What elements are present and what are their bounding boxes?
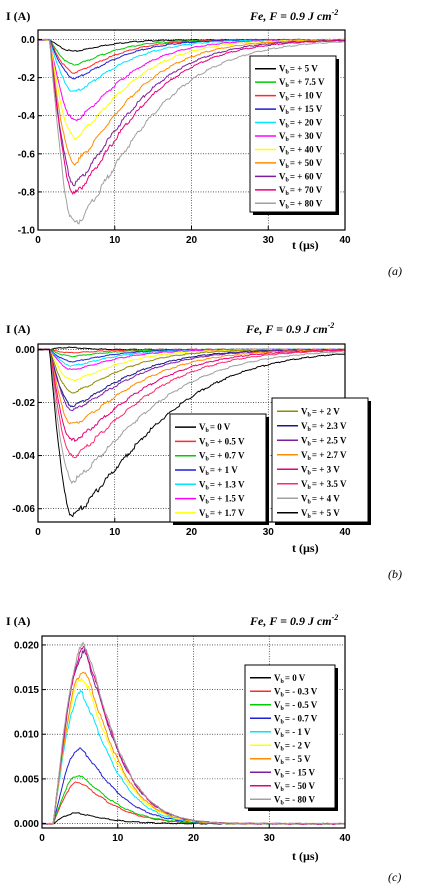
legend-entry-subscript: b — [285, 123, 289, 130]
x-tick-label: 30 — [263, 833, 275, 844]
chart-title-exponent: -2 — [331, 8, 339, 17]
legend-entry-subscript: b — [285, 110, 289, 117]
legend-entry-value: = 0 V — [284, 672, 306, 683]
x-axis-label: t (µs) — [292, 238, 319, 252]
legend-entry-subscript: b — [285, 163, 289, 170]
legend-entry-subscript: b — [307, 412, 311, 419]
y-tick-label: -0.4 — [17, 111, 35, 123]
legend-entry-value: = + 70 V — [289, 184, 323, 195]
y-tick-label: 0.005 — [13, 774, 39, 786]
chart-title — [245, 321, 334, 336]
chart-title — [249, 8, 338, 23]
x-tick-label: 10 — [112, 833, 124, 844]
legend-entry-value: = + 60 V — [289, 171, 323, 182]
legend-entry-value: = + 5 V — [311, 507, 340, 518]
legend-entry-name: V — [199, 507, 206, 518]
y-tick-label: 0.010 — [13, 729, 39, 741]
x-tick-label: 30 — [262, 527, 274, 538]
legend-entry-value: = + 0.5 V — [209, 436, 245, 447]
x-tick-label: 40 — [339, 833, 351, 844]
y-tick-label: -0.2 — [17, 73, 35, 85]
legend-entry-subscript: b — [285, 96, 289, 103]
chart-title — [249, 613, 338, 628]
legend-entry-name: V — [279, 198, 286, 209]
legend-entry-subscript: b — [285, 137, 289, 143]
legend-entry-subscript: b — [280, 759, 284, 766]
y-tick-label: 0.015 — [13, 685, 39, 697]
legend-entry-subscript: b — [280, 732, 284, 739]
chart-title-main: Fe, F = 0.9 J cm — [250, 9, 332, 23]
legend-entry-subscript: b — [307, 499, 311, 506]
legend-entry-name: V — [279, 104, 286, 115]
legend-entry-value: = + 4 V — [311, 493, 340, 504]
legend-entry-value: = + 40 V — [289, 144, 323, 155]
legend-entry-value: = + 2.5 V — [311, 435, 347, 446]
legend-entry-value: = + 2.7 V — [311, 449, 347, 460]
legend-entry-value: = + 3 V — [311, 464, 340, 475]
legend-entry-name: V — [274, 726, 281, 737]
panel-label: (b) — [388, 567, 402, 581]
legend-box — [250, 56, 339, 215]
legend-entry-subscript: b — [280, 692, 284, 699]
legend-entry-value: = - 80 V — [284, 794, 316, 805]
x-tick-label: 20 — [185, 235, 198, 246]
x-tick-label: 0 — [35, 527, 41, 538]
chart-title-exponent: -2 — [327, 321, 335, 330]
legend-entry-subscript: b — [307, 441, 311, 448]
x-axis-label: t (µs) — [292, 541, 319, 555]
legend-entry-value: = + 5 V — [289, 63, 318, 74]
legend-entry-name: V — [279, 77, 286, 88]
legend-entry-subscript: b — [205, 442, 209, 449]
legend-entry-subscript: b — [280, 773, 284, 780]
y-tick-label: 0.00 — [15, 344, 35, 356]
legend-entry-name: V — [279, 144, 286, 155]
legend-entry-value: = - 2 V — [284, 740, 311, 751]
legend-entry-subscript: b — [307, 455, 311, 462]
x-tick-label: 20 — [187, 833, 200, 844]
legend-entry-name: V — [279, 171, 286, 182]
legend-entry-value: = - 50 V — [284, 780, 316, 791]
legend-entry-name: V — [274, 713, 281, 724]
x-tick-label: 10 — [109, 235, 121, 246]
legend-entry-subscript: b — [280, 800, 284, 807]
legend-entry-subscript: b — [285, 69, 289, 76]
legend-entry-subscript: b — [280, 705, 284, 712]
x-tick-label: 20 — [185, 527, 198, 538]
legend-entry-value: = + 10 V — [289, 90, 323, 101]
legend-entry-name: V — [301, 464, 308, 475]
legend-entry-name: V — [274, 686, 281, 697]
legend-entry-subscript: b — [307, 513, 311, 520]
x-tick-label: 40 — [339, 527, 351, 538]
panel-label: (c) — [388, 870, 402, 884]
x-tick-label: 10 — [109, 527, 121, 538]
legend-entry-subscript: b — [307, 426, 311, 433]
y-tick-label: 0.020 — [13, 640, 39, 652]
legend-entry-value: = - 0.7 V — [284, 713, 318, 724]
legend-entry-name: V — [279, 157, 286, 168]
legend-entry-name: V — [301, 478, 308, 489]
legend-entry-name: V — [301, 435, 308, 446]
legend-box — [272, 398, 371, 525]
y-tick-label: -0.04 — [12, 451, 35, 463]
legend-entry-subscript: b — [285, 150, 289, 157]
y-tick-label: 0.000 — [13, 819, 39, 831]
legend-entry-value: = + 1.3 V — [209, 479, 245, 490]
legend-entry-name: V — [199, 465, 206, 475]
legend-entry-name: V — [301, 449, 308, 460]
legend-entry-subscript: b — [205, 485, 209, 492]
legend-entry-name: V — [301, 493, 308, 504]
legend-entry-subscript: b — [205, 513, 209, 520]
legend-entry-name: V — [274, 767, 281, 778]
legend-entry-name: V — [301, 507, 308, 518]
legend-entry-value: = - 0.5 V — [284, 699, 318, 710]
legend-entry-name: V — [274, 780, 281, 791]
legend-entry-name: V — [301, 406, 308, 417]
legend-entry-value: = + 80 V — [289, 198, 323, 209]
legend-entry-name: V — [199, 479, 206, 490]
legend-entry-name: V — [301, 420, 308, 431]
legend-entry-name: V — [274, 753, 281, 764]
legend-box — [245, 665, 338, 811]
legend-entry-value: = + 7.5 V — [289, 77, 325, 88]
legend-entry-name: V — [279, 63, 286, 74]
legend-entry-name: V — [199, 422, 206, 433]
legend-entry-value: = + 1 V — [209, 465, 238, 475]
legend-entry-subscript: b — [205, 471, 209, 477]
legend-entry-name: V — [279, 90, 286, 101]
legend-entry-subscript: b — [285, 177, 289, 184]
x-tick-label: 40 — [339, 235, 351, 246]
x-tick-label: 0 — [35, 235, 41, 246]
legend-entry-subscript: b — [307, 484, 311, 491]
legend-entry-subscript: b — [280, 746, 284, 753]
legend-entry-value: = - 15 V — [284, 767, 316, 778]
legend-entry-value: = + 2 V — [311, 406, 340, 417]
chart-title-main: Fe, F = 0.9 J cm — [246, 322, 328, 336]
legend-entry-value: = + 2.3 V — [311, 420, 347, 431]
chart-title-main: Fe, F = 0.9 J cm — [250, 614, 332, 628]
chart-panel-2 — [6, 321, 402, 581]
x-tick-label: 0 — [39, 833, 45, 844]
legend-entry-value: = + 1.5 V — [209, 493, 245, 504]
legend-entry-subscript: b — [205, 499, 209, 506]
legend-frame — [272, 398, 368, 522]
y-tick-label: -0.06 — [12, 504, 35, 516]
y-axis-label: I (A) — [6, 322, 31, 336]
legend-entry-subscript: b — [280, 719, 284, 726]
legend-entry-name: V — [274, 699, 281, 710]
legend-entry-subscript: b — [307, 470, 311, 477]
panel-label: (a) — [388, 264, 402, 278]
y-tick-label: -0.8 — [17, 187, 35, 199]
x-tick-label: 30 — [262, 235, 274, 246]
legend-entry-value: = - 1 V — [284, 726, 311, 737]
legend-entry-value: = + 30 V — [289, 131, 323, 141]
legend-entry-name: V — [279, 131, 286, 141]
x-axis-label: t (µs) — [292, 849, 319, 863]
legend-entry-value: = + 1.7 V — [209, 507, 245, 518]
legend-entry-name: V — [279, 184, 286, 195]
y-tick-label: -0.6 — [17, 149, 35, 161]
chart-title-exponent: -2 — [331, 613, 339, 622]
y-tick-label: 0.0 — [21, 35, 35, 47]
chart-panel-3 — [6, 613, 401, 884]
legend-entry-value: = 0 V — [209, 422, 231, 433]
legend-entry-name: V — [199, 493, 206, 504]
legend-entry-value: = - 0.3 V — [284, 686, 318, 697]
legend-entry-subscript: b — [285, 190, 289, 197]
legend-entry-value: = + 0.7 V — [209, 450, 245, 461]
chart-panel-1 — [6, 8, 402, 278]
legend-box — [170, 414, 269, 525]
y-axis-label: I (A) — [6, 9, 31, 23]
legend-entry-name: V — [274, 740, 281, 751]
legend-entry-subscript: b — [285, 204, 289, 211]
legend-entry-subscript: b — [205, 428, 209, 435]
y-tick-label: -1.0 — [17, 225, 35, 237]
legend-entry-value: = - 5 V — [284, 753, 311, 764]
legend-entry-subscript: b — [285, 83, 289, 90]
legend-entry-value: = + 50 V — [289, 157, 323, 168]
legend-entry-value: = + 15 V — [289, 104, 323, 115]
legend-entry-name: V — [279, 117, 286, 128]
y-axis-label: I (A) — [6, 614, 31, 628]
legend-entry-name: V — [199, 436, 206, 447]
legend-entry-value: = + 20 V — [289, 117, 323, 128]
legend-entry-subscript: b — [205, 456, 209, 463]
legend-entry-name: V — [274, 672, 281, 683]
legend-entry-name: V — [274, 794, 281, 805]
legend-entry-subscript: b — [280, 678, 284, 685]
legend-entry-value: = + 3.5 V — [311, 478, 347, 489]
y-tick-label: -0.02 — [12, 397, 35, 409]
legend-entry-name: V — [199, 450, 206, 461]
legend-entry-subscript: b — [280, 786, 284, 793]
